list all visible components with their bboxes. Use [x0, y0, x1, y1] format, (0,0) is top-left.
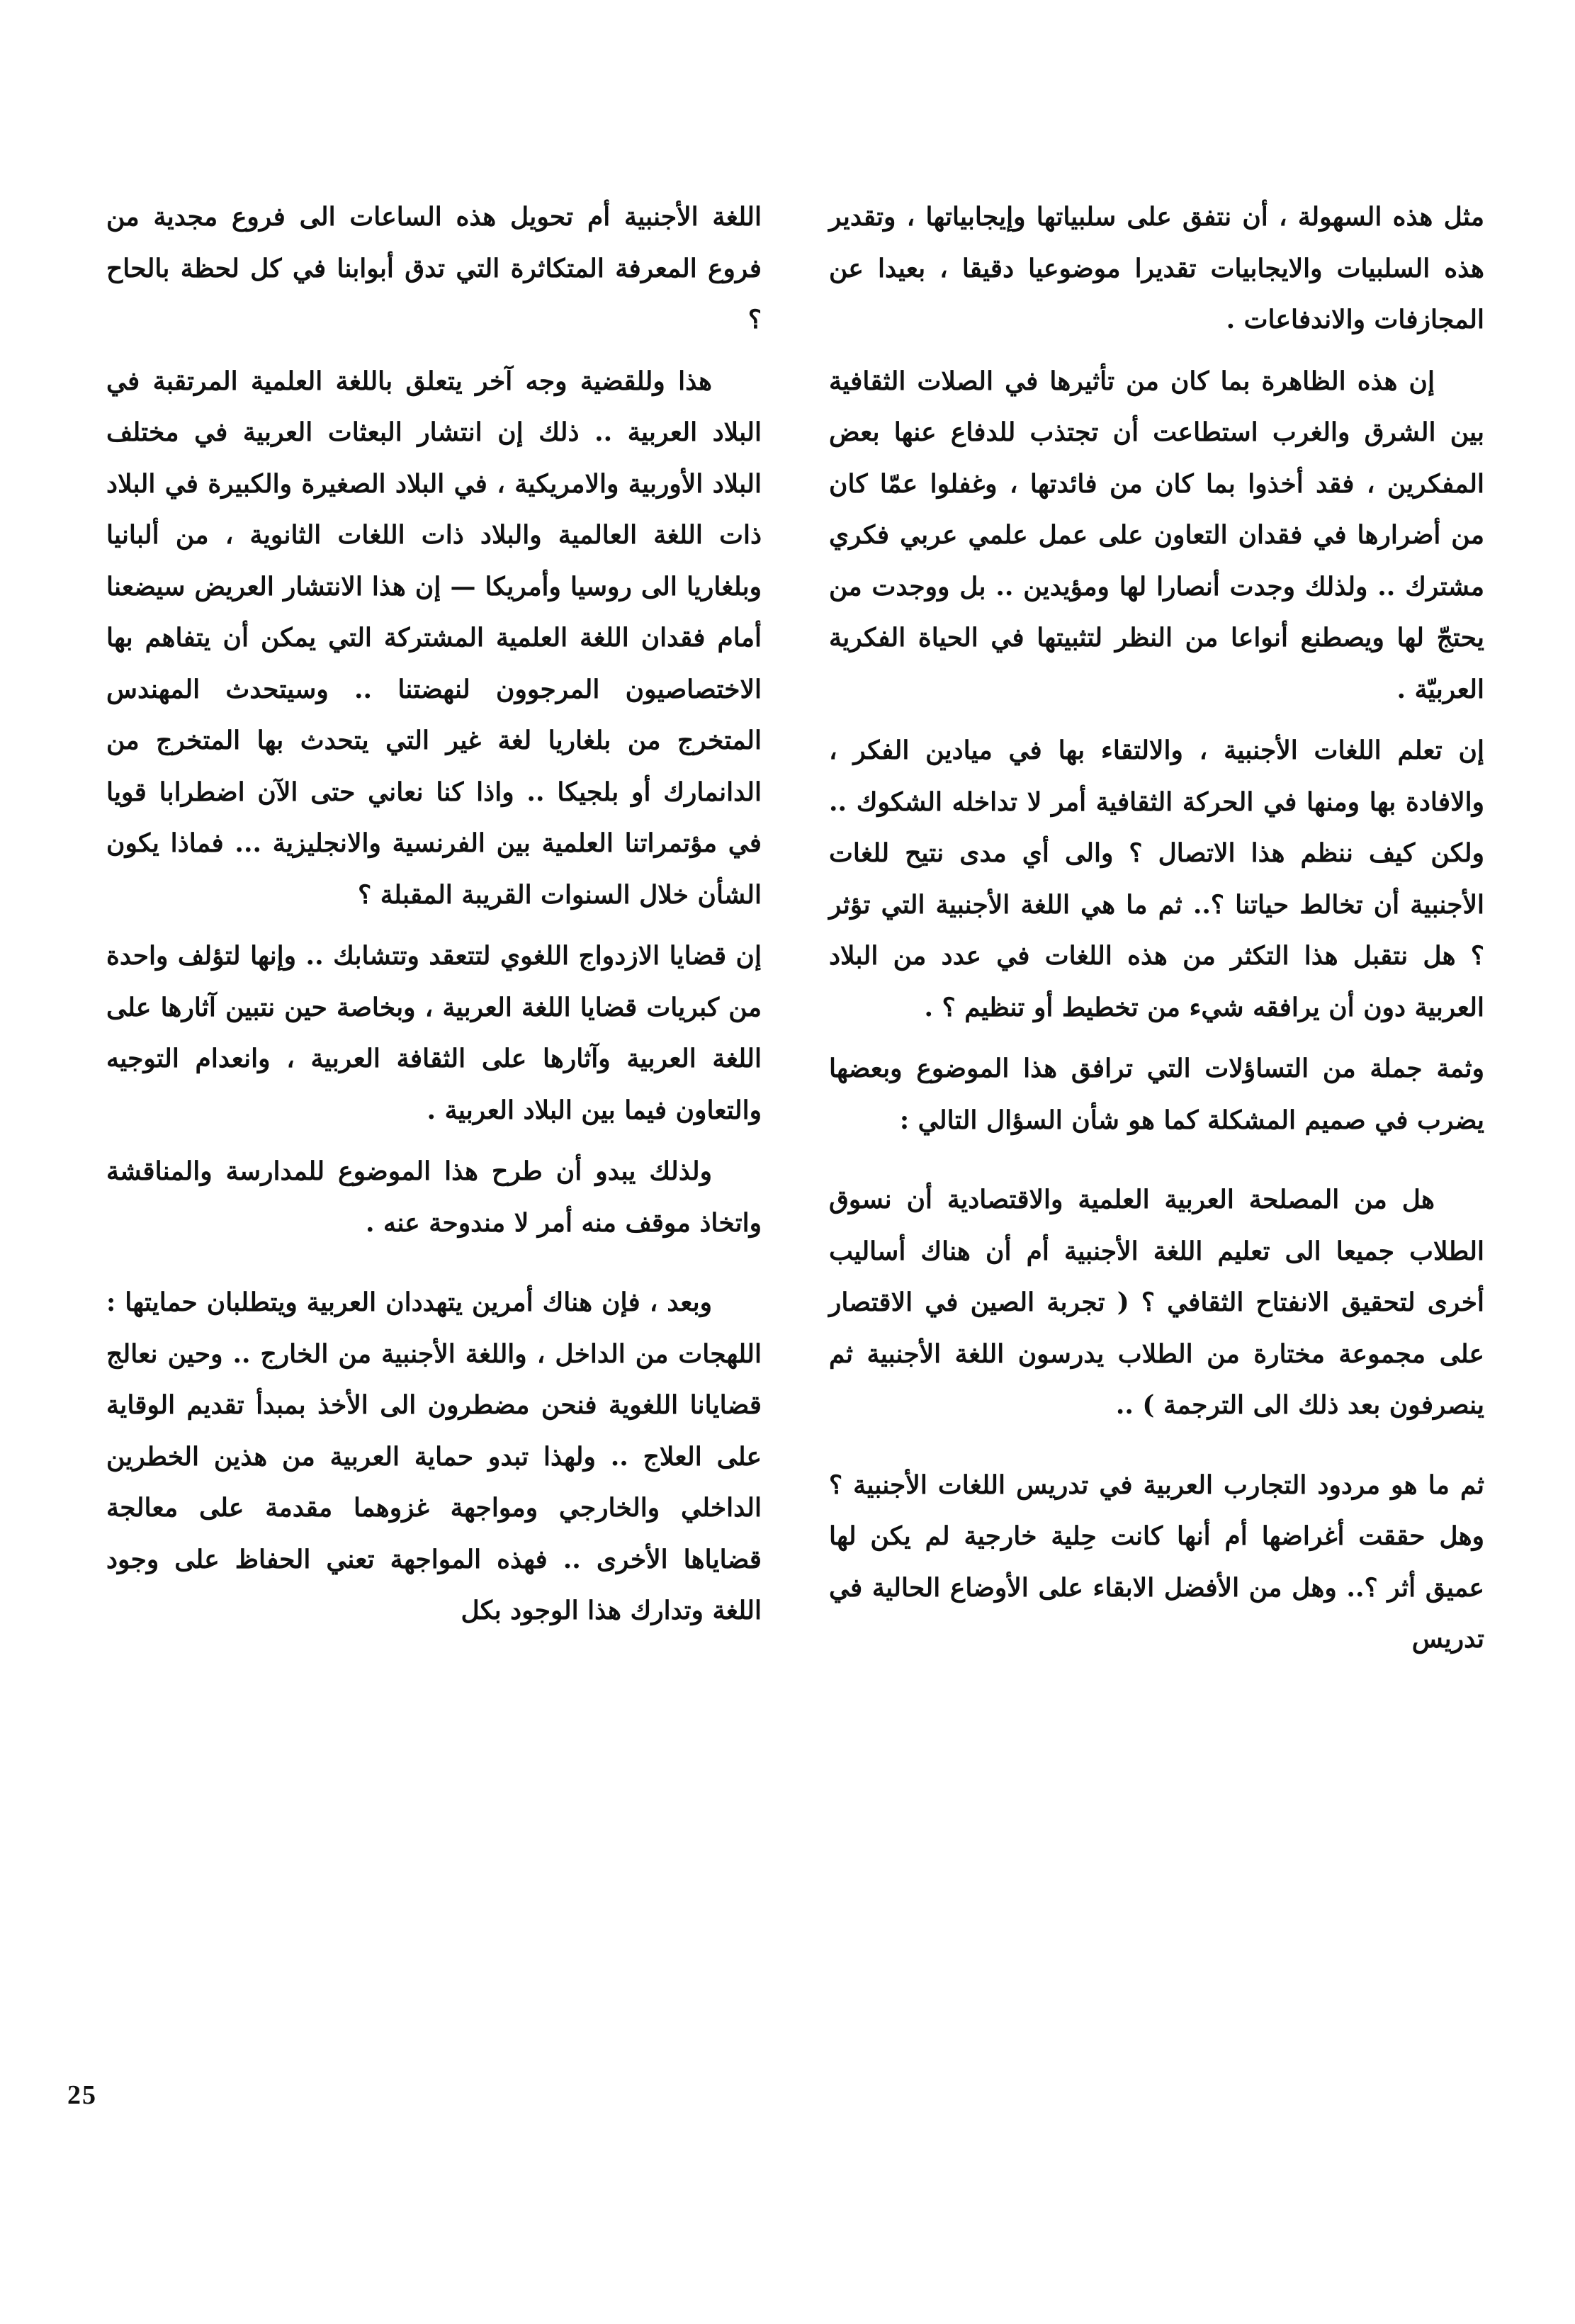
paragraph: إن قضايا الازدواج اللغوي لتتعقد وتتشابك .. وإنها لتؤلف واحدة من كبريات قضايا اللغة العربية ، وبخاصة حين نتبين آثارها على اللغة العربية وآثارها على الثقافة العربية ، وانعدام التوجيه والتعاون فيما بين البلاد العربية .: [106, 941, 762, 1125]
paragraph: ثم ما هو مردود التجارب العربية في تدريس اللغات الأجنبية ؟ وهل حققت أغراضها أم أنها كانت حِلية خارجية لم يكن لها عميق أثر ؟.. وهل من الأفضل الابقاء على الأوضاع الحالية في تدريس: [829, 1470, 1484, 1654]
page-number: 25: [67, 2080, 97, 2110]
right-text-column: [829, 191, 1484, 1675]
paragraph: إن تعلم اللغات الأجنبية ، والالتقاء بها في ميادين الفكر ، والافادة بها ومنها في الحركة الثقافية أمر لا تداخله الشكوك .. ولكن كيف ننظم هذا الاتصال ؟ والى أي مدى نتيح للغات الأجنبية أن تخالط حياتنا ؟.. ثم ما هي اللغة الأجنبية التي تؤثر ؟ هل نتقبل هذا التكثر من هذه اللغات في عدد من البلاد العربية دون أن يرافقه شيء من تخطيط أو تنظيم ؟ .: [829, 735, 1484, 1022]
paragraph: هذا وللقضية وجه آخر يتعلق باللغة العلمية المرتقبة في البلاد العربية .. ذلك إن انتشار البعثات العربية في مختلف البلاد الأوربية والامريكية ، في البلاد الصغيرة والكبيرة في البلاد ذات اللغة العالمية والبلاد ذات اللغات الثانوية ، من ألبانيا وبلغاريا الى روسيا وأمريكا — إن هذا الانتشار العريض سيضعنا أمام فقدان اللغة العلمية المشتركة التي يمكن أن يتفاهم بها الاختصاصيون المرجوون لنهضتنا .. وسيتحدث المهندس المتخرج من بلغاريا لغة غير التي يتحدث بها المتخرج من الدانمارك أو بلجيكا .. واذا كنا نعاني حتى الآن اضطرابا قويا في مؤتمراتنا العلمية بين الفرنسية والانجليزية ... فماذا يكون الشأن خلال السنوات القريبة المقبلة ؟: [106, 366, 762, 910]
paragraph: هل من المصلحة العربية العلمية والاقتصادية أن نسوق الطلاب جميعا الى تعليم اللغة الأجنبية أم أن هناك أساليب أخرى لتحقيق الانفتاح الثقافي ؟ ( تجربة الصين في الاقتصار على مجموعة مختارة من الطلاب يدرسون اللغة الأجنبية ثم ينصرفون بعد ذلك الى الترجمة ) ..: [829, 1185, 1484, 1420]
paragraph: ولذلك يبدو أن طرح هذا الموضوع للمدارسة والمناقشة واتخاذ موقف منه أمر لا مندوحة عنه .: [106, 1156, 762, 1238]
paragraph: اللغة الأجنبية أم تحويل هذه الساعات الى فروع مجدية من فروع المعرفة المتكاثرة التي تدق أبوابنا في كل لحظة بالحاح ؟: [106, 202, 762, 334]
paragraph: مثل هذه السهولة ، أن نتفق على سلبياتها وإيجابياتها ، وتقدير هذه السلبيات والايجابيات تقديرا موضوعيا دقيقا ، بعيدا عن المجازفات والاندفاعات .: [829, 202, 1485, 334]
paragraph: وبعد ، فإن هناك أمرين يتهددان العربية ويتطلبان حمايتها : اللهجات من الداخل ، واللغة الأجنبية من الخارج .. وحين نعالج قضايانا اللغوية فنحن مضطرون الى الأخذ بمبدأ تقديم الوقاية على العلاج .. ولهذا تبدو حماية العربية من هذين الخطرين الداخلي والخارجي ومواجهة غزوهما مقدمة على معالجة قضاياها الأخرى .. فهذه المواجهة تعني الحفاظ على وجود اللغة وتدارك هذا الوجود بكل: [106, 1287, 762, 1625]
left-text-column: [106, 191, 762, 1647]
paragraph: وثمة جملة من التساؤلات التي ترافق هذا الموضوع وبعضها يضرب في صميم المشكلة كما هو شأن السؤال التالي :: [829, 1054, 1484, 1135]
paragraph: إن هذه الظاهرة بما كان من تأثيرها في الصلات الثقافية بين الشرق والغرب استطاعت أن تجتذب للدفاع عنها بعض المفكرين ، فقد أخذوا بما كان من فائدتها ، وغفلوا عمّا كان من أضرارها في فقدان التعاون على عمل علمي عربي فكري مشترك .. ولذلك وجدت أنصارا لها ومؤيدين .. بل ووجدت من يحتجّ لها ويصطنع أنواعا من النظر لتثبيتها في الحياة الفكرية العربيّة .: [829, 366, 1484, 704]
